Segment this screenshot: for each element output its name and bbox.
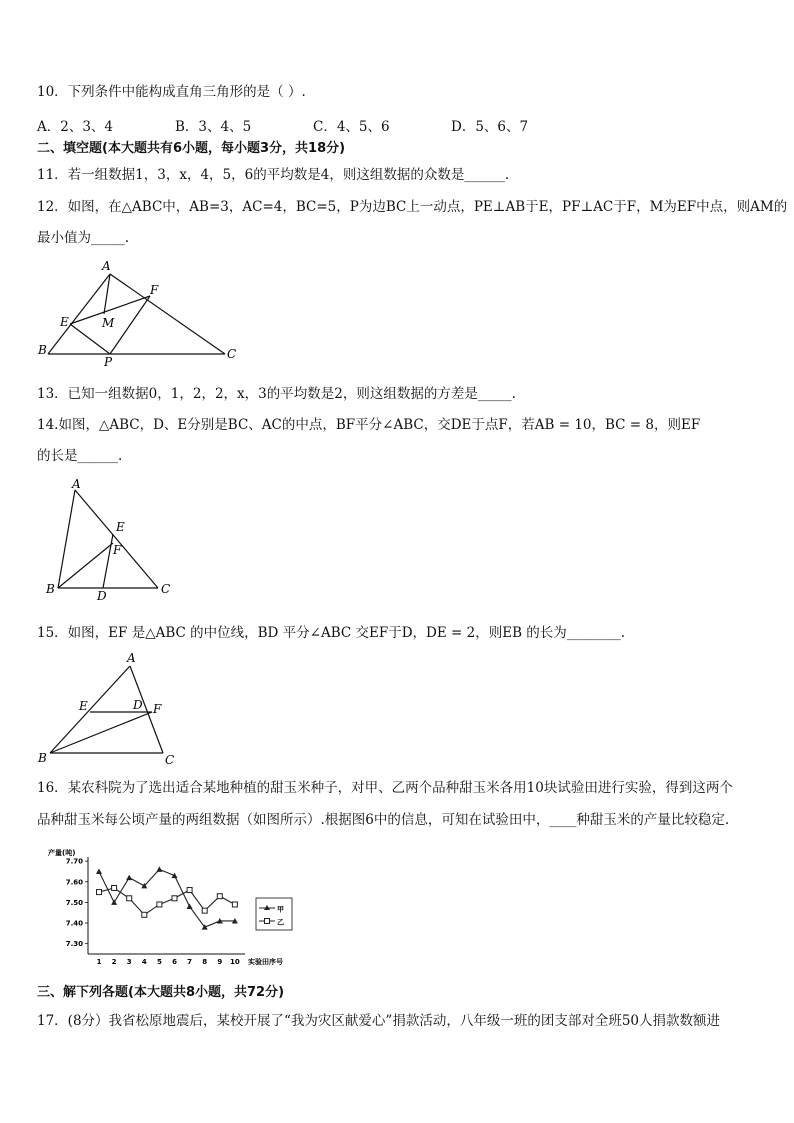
chart-point-square xyxy=(157,902,162,907)
fig12-label-m: M xyxy=(102,316,115,330)
chart-xtick-label: 10 xyxy=(230,958,240,966)
q10-option-b: B．3、4、5 xyxy=(175,119,252,135)
chart-legend xyxy=(256,898,292,930)
fig14-label-a: A xyxy=(72,477,81,491)
chart-point-triangle xyxy=(111,899,117,905)
chart-xtick-label: 5 xyxy=(156,958,162,966)
fig14-label-f: F xyxy=(113,543,122,557)
fig14-label-e: E xyxy=(116,520,125,534)
chart-point-square xyxy=(127,896,132,901)
chart-xtick-label: 2 xyxy=(111,958,117,966)
q12-line1: 12．如图，在△ABC中，AB=3，AC=4，BC=5，P为边BC上一动点，PE⊥AB于E，PF⊥AC于F，M为EF中点，则AM的 xyxy=(37,199,788,215)
q15: 15．如图，EF 是△ABC 的中位线，BD 平分∠ABC 交EF于D，DE = 2，则EB 的长为________. xyxy=(37,625,626,641)
chart-point-triangle xyxy=(96,868,102,874)
fig15-label-e: E xyxy=(79,699,88,713)
q10-option-d: D．5、6、7 xyxy=(451,119,529,135)
fig15-label-a: A xyxy=(127,651,136,665)
chart-series-line-1 xyxy=(99,869,235,927)
fig14-label-b: B xyxy=(46,582,55,596)
q16-line1: 16．某农科院为了选出适合某地种植的甜玉米种子，对甲、乙两个品种甜玉米各用10块试验田进行实验，得到这两个 xyxy=(37,780,733,796)
figure-12 xyxy=(0,258,240,368)
q13: 13．已知一组数据0，1，2，2，x，3的平均数是2，则这组数据的方差是_____. xyxy=(37,386,516,402)
fig15-label-c: C xyxy=(165,753,175,767)
chart-point-triangle xyxy=(187,904,193,910)
fig12-label-c: C xyxy=(227,347,237,361)
chart-point-square xyxy=(217,894,222,899)
chart-xlabel: 实验田序号 xyxy=(248,958,283,966)
q10-option-a: A．2、3、4 xyxy=(37,119,114,135)
fig14-label-c: C xyxy=(161,582,171,596)
chart-ytick-label: 7.30 xyxy=(65,940,83,949)
fig14-label-d: D xyxy=(97,589,107,603)
legend-label-1: 甲 xyxy=(277,905,284,914)
chart-xtick-label: 4 xyxy=(141,958,147,966)
chart-xtick-label: 3 xyxy=(126,958,132,966)
figure-14 xyxy=(0,478,180,603)
legend-label-2: 乙 xyxy=(277,918,284,927)
chart-xtick-label: 8 xyxy=(202,958,208,966)
section-3-heading: 三、解下列各题(本大题共8小题，共72分) xyxy=(37,985,285,1000)
chart-point-square xyxy=(187,888,192,893)
chart-point-square xyxy=(202,908,207,913)
fig12-label-p: P xyxy=(104,355,113,369)
chart-ytick-label: 7.50 xyxy=(65,898,83,907)
fig12-label-b: B xyxy=(38,343,47,357)
chart-ytick-label: 7.70 xyxy=(65,857,83,866)
figure-15 xyxy=(0,650,190,770)
q16-line2: 品种甜玉米每公顷产量的两组数据（如图所示）.根据图6中的信息，可知在试验田中，____种甜玉米的产量比较稳定. xyxy=(37,812,730,828)
q14-line2: 的长是______. xyxy=(37,448,123,464)
chart-point-square xyxy=(97,890,102,895)
yield-line-chart xyxy=(40,843,310,968)
chart-point-square xyxy=(172,896,177,901)
q10-option-c: C．4、5、6 xyxy=(313,119,390,135)
chart-xtick-label: 9 xyxy=(217,958,223,966)
q10-stem: 10．下列条件中能构成直角三角形的是（ ）. xyxy=(37,84,306,100)
section-2-heading: 二、填空题(本大题共有6小题，每小题3分，共18分) xyxy=(37,141,346,156)
q11: 11．若一组数据1，3，x，4，5，6的平均数是4，则这组数据的众数是______. xyxy=(37,167,510,183)
chart-xtick-label: 1 xyxy=(96,958,102,966)
q17: 17．(8分）我省松原地震后，某校开展了“我为灾区献爱心”捐款活动，八年级一班的团支部对全班50人捐款数额进 xyxy=(37,1013,721,1029)
chart-point-triangle xyxy=(156,866,162,872)
q12-line2: 最小值为_____. xyxy=(37,230,130,246)
fig15-label-d: D xyxy=(133,698,143,712)
chart-point-triangle xyxy=(172,873,178,879)
chart-ylabel: 产量(吨) xyxy=(48,849,76,857)
chart-ytick-label: 7.60 xyxy=(65,878,83,887)
chart-ytick-label: 7.40 xyxy=(65,919,83,928)
fig12-label-f: F xyxy=(150,283,159,297)
q14-line1: 14.如图，△ABC，D、E分别是BC、AC的中点，BF平分∠ABC，交DE于点F，若AB = 10，BC = 8，则EF xyxy=(37,417,701,433)
fig15-label-b: B xyxy=(38,751,47,765)
chart-xtick-label: 7 xyxy=(187,958,193,966)
chart-point-square xyxy=(112,885,117,890)
chart-point-triangle xyxy=(126,875,132,881)
chart-point-square xyxy=(232,902,237,907)
chart-series-line-2 xyxy=(99,888,235,915)
fig15-label-f: F xyxy=(153,702,162,716)
legend-marker-square xyxy=(265,919,270,924)
fig12-label-a: A xyxy=(102,259,111,273)
chart-xtick-label: 6 xyxy=(172,958,177,966)
chart-point-square xyxy=(142,912,147,917)
fig12-label-e: E xyxy=(60,315,69,329)
